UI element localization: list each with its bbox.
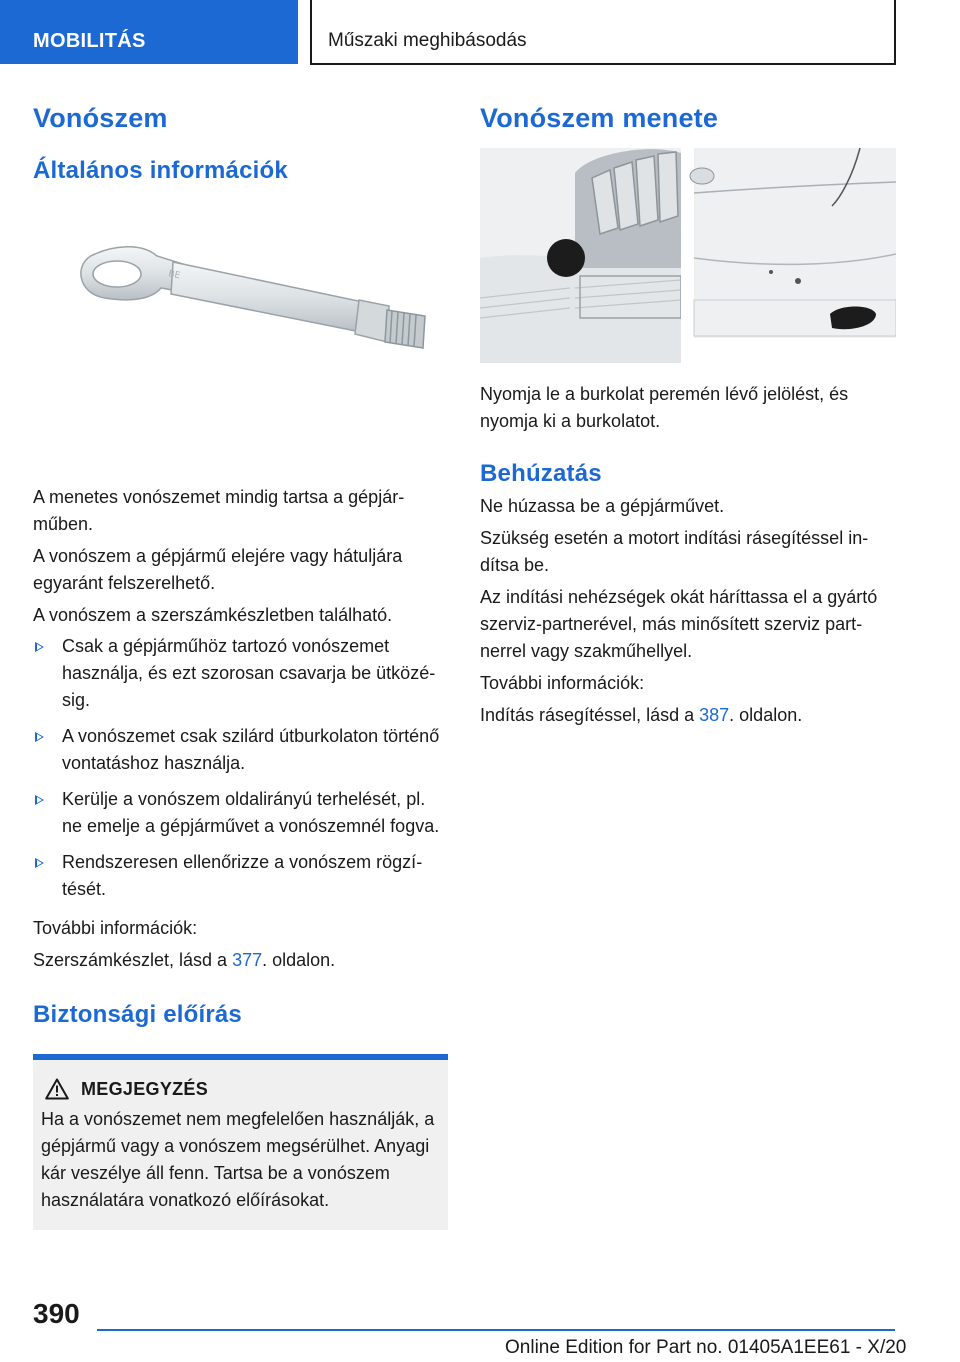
more-info-label: További információk: bbox=[33, 918, 198, 938]
edition-footer: Online Edition for Part no. 01405A1EE61 - X/20 bbox=[505, 1337, 907, 1358]
tow-eye-image bbox=[33, 202, 448, 452]
page-title: Vonószem bbox=[33, 103, 168, 133]
tow-eye-illustration bbox=[33, 202, 448, 452]
intro-paragraph-2: A vonószem a gépjármű elejére vagy hátuljára egyaránt felszerelhető. bbox=[33, 546, 403, 593]
cover-instruction: Nyomja le a burkolat peremén lévő jelölést, és nyomja ki a burkolatot. bbox=[480, 384, 849, 431]
more-info-label: További információk: bbox=[480, 673, 645, 693]
triangle-bullet-icon bbox=[35, 642, 44, 652]
svg-text:BE: BE bbox=[167, 269, 182, 282]
bumper-image bbox=[480, 148, 896, 363]
triangle-bullet-icon bbox=[35, 795, 44, 805]
triangle-bullet-icon bbox=[35, 858, 44, 868]
bullet-item: Rendszeresen ellenőrizze a vonószem rögzítését. bbox=[33, 849, 448, 903]
chapter-title: Műszaki meghibásodás bbox=[328, 30, 527, 51]
triangle-bullet-icon bbox=[35, 732, 44, 742]
bullet-item: A vonószemet csak szilárd útburkolaton történő vontatáshoz használja. bbox=[33, 723, 448, 777]
right-column bbox=[480, 100, 896, 729]
page-number: 390 bbox=[33, 1298, 80, 1329]
bumper-cover-photos bbox=[480, 148, 896, 363]
usage-bullet-list bbox=[33, 633, 448, 903]
general-info-heading: Általános információk bbox=[33, 157, 288, 184]
bullet-item: Csak a gépjárműhöz tartozó vonószemet használja, és ezt szorosan csavarja be ütközésig. bbox=[33, 633, 448, 714]
tow-start-heading: Behúzatás bbox=[480, 460, 602, 487]
section-tab bbox=[0, 0, 298, 64]
tow-paragraph-1: Ne húzassa be a gépjárművet. bbox=[480, 496, 725, 516]
notice-label: MEGJEGYZÉS bbox=[81, 1078, 209, 1099]
page-link-387[interactable]: 387 bbox=[699, 705, 730, 725]
toolkit-reference: Szerszámkészlet, lásd a 377. oldalon. bbox=[33, 950, 336, 970]
intro-paragraph-3: A vonószem a szerszámkészletben található. bbox=[33, 605, 393, 625]
page-link-377[interactable]: 377 bbox=[232, 950, 263, 970]
tow-paragraph-2: Szükség esetén a motort indítási rásegítéssel indítsa be. bbox=[480, 528, 869, 575]
footer-divider bbox=[97, 1329, 895, 1331]
tow-paragraph-3: Az indítási nehézségek okát háríttassa el a gyártó szerviz-partnerével, más minősített szerviz partnerrel vagy szakműhellyel. bbox=[480, 587, 878, 661]
chapter-tab bbox=[310, 0, 896, 65]
left-column bbox=[33, 100, 448, 1230]
warning-icon bbox=[45, 1078, 69, 1100]
intro-paragraph-1: A menetes vonószemet mindig tartsa a gépjárműben. bbox=[33, 487, 405, 534]
jump-start-reference: Indítás rásegítéssel, lásd a 387. oldalon. bbox=[480, 705, 803, 725]
thread-section-title: Vonószem menete bbox=[480, 103, 719, 133]
bullet-item: Kerülje a vonószem oldalirányú terhelését, pl. ne emelje a gépjárművet a vonószemnél fogva. bbox=[33, 786, 448, 840]
notice-header bbox=[45, 1078, 440, 1100]
section-title: MOBILITÁS bbox=[33, 30, 146, 52]
safety-heading: Biztonsági előírás bbox=[33, 1001, 242, 1028]
notice-box bbox=[33, 1054, 448, 1230]
notice-text: Ha a vonószemet nem megfelelően használják, a gépjármű vagy a vonószem megsérülhet. Anyagi kár veszélye áll fenn. Tartsa be a vonószem használatára vonatkozó előírásokat. bbox=[41, 1109, 435, 1210]
